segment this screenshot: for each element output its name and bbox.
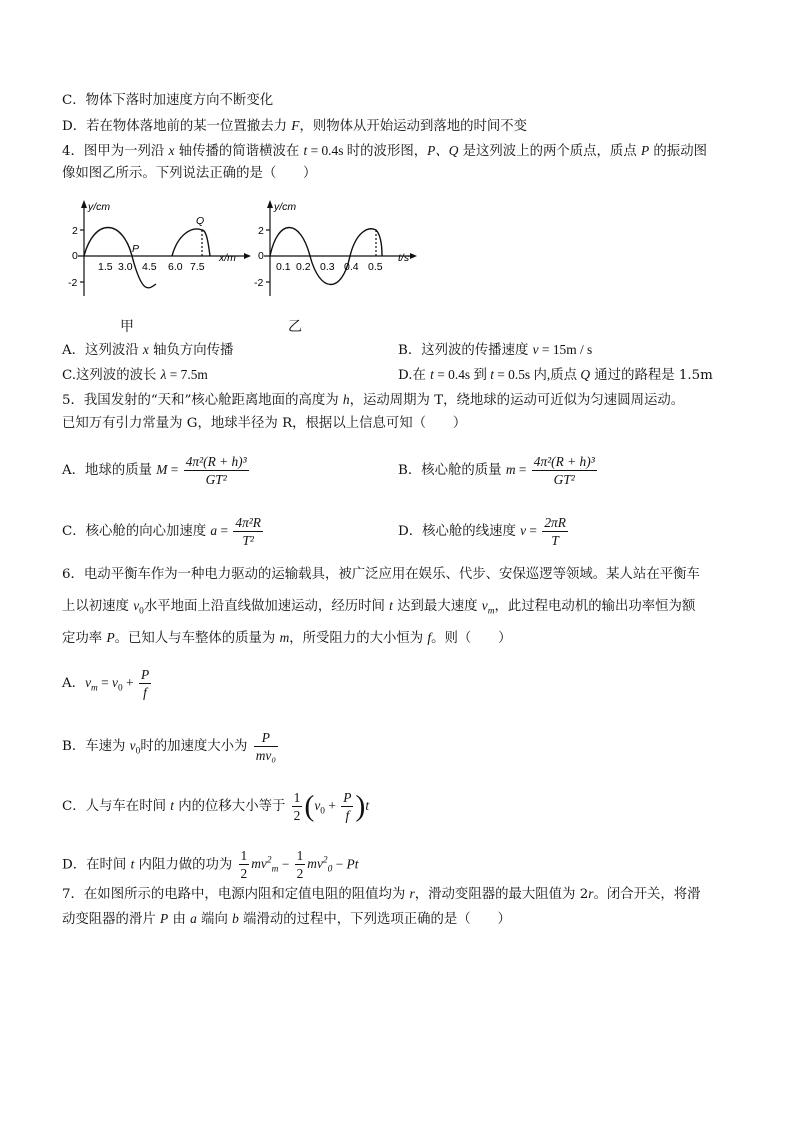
q4-option-c: C.这列波的波长 λ = 7.5m: [62, 367, 208, 383]
x-tick-4: 6.0: [168, 261, 183, 273]
q4-option-d: D.在 t = 0.4s 到 t = 0.5s 内,质点 Q 通过的路程是 1.5m: [398, 367, 713, 383]
y-tick-2: 2: [258, 225, 264, 237]
q5-stem-line1: 5．我国发射的“天和”核心舱距离地面的高度为 h，运动周期为 T，绕地球的运动可近似为匀速圆周运动。: [62, 392, 685, 408]
xlabel: x/m: [219, 252, 236, 264]
q4-stem-line1: 4．图甲为一列沿 x 轴传播的简谐横波在 t = 0.4s 时的波形图，P、Q 是这列波上的两个质点，质点 P 的振动图: [62, 143, 707, 159]
q6-stem-line1: 6．电动平衡车作为一种电力驱动的运输载具，被广泛应用在娱乐、代步、安保巡逻等领域。某人站在平衡车: [62, 567, 700, 582]
x-tick-5: 7.5: [190, 261, 205, 273]
q6-option-d: D．在时间 t 内阻力做的功为 $\frac{1}{2}$ $mv^2_m$ − $\frac{1}{2}$ $mv^2_0 - Pt$: [62, 848, 359, 882]
q4-option-b: B．这列波的传播速度 v = 15m / s: [398, 342, 593, 358]
q6-option-b: B．车速为 $v_0$时的加速度大小为 $\frac{P}{\text{mv₀}}$: [62, 730, 276, 763]
q3-option-d: D．若在物体落地前的某一位置撤去力 F，则物体从开始运动到落地的时间不变: [62, 118, 528, 134]
y-axis-arrow: [267, 200, 273, 208]
q6-stem-line2: 上以初速度 $v_0$水平地面上沿直线做加速运动，经历时间 t 达到最大速度 $v_m$，此过程电动机的输出功率恒为额: [62, 598, 696, 617]
q4-stem-line2: 像如图乙所示。下列说法正确的是（ ）: [62, 166, 317, 181]
caption-yi: 乙: [288, 319, 302, 335]
t-tick-1: 0.1: [276, 261, 291, 273]
x-tick-1: 1.5: [98, 261, 113, 273]
t-tick-5: 0.5: [368, 261, 383, 273]
q6-option-a: A．$v_m = v_0$ + $\frac{P}{f}$: [62, 667, 150, 700]
q5-option-b: B．核心舱的质量 m = $\frac{\text{4π²(R + h)³}}{\text{GT²}}$: [398, 454, 595, 487]
q7-stem-line2: 动变阻器的滑片 P 由 a 端向 b 端滑动的过程中，下列选项正确的是（ ）: [62, 911, 511, 927]
y-tick-0: 0: [72, 250, 78, 262]
label-q: Q: [196, 215, 205, 227]
label-p: P: [132, 243, 140, 255]
q7-stem-line1: 7．在如图所示的电路中，电源内阻和定值电阻的阻值均为 r，滑动变阻器的最大阻值为 2r。闭合开关，将滑: [62, 886, 701, 902]
q5-option-a: A．地球的质量 M = $\frac{\text{4π²(R + h)³}}{\text{GT²}}$: [62, 454, 247, 487]
q6-option-c: C．人与车在时间 t 内的位移大小等于 $\frac{1}{2}$ ($v_0$ + $\frac{P}{f}$ )t: [62, 789, 370, 823]
q5-stem-line2: 已知万有引力常量为 G，地球半径为 R，根据以上信息可知（ ）: [62, 416, 467, 431]
wave-graph-jia: [64, 196, 254, 300]
y-tick-neg2: -2: [254, 277, 264, 289]
y-axis-arrow: [81, 200, 87, 208]
xlabel: t/s: [398, 252, 410, 264]
t-tick-2: 0.2: [296, 261, 311, 273]
q5-option-c: C．核心舱的向心加速度 a = $\frac{\text{4π²R}}{\text{T²}}$: [62, 515, 261, 548]
x-tick-2: 3.0: [118, 261, 133, 273]
vibration-graph-yi: [250, 196, 430, 300]
y-tick-2: 2: [72, 225, 78, 237]
q6-stem-line3: 定功率 P。已知人与车整体的质量为 m，所受阻力的大小恒为 f。则（ ）: [62, 630, 512, 646]
t-tick-4: 0.4: [344, 261, 359, 273]
q3-option-c: C．物体下落时加速度方向不断变化: [62, 93, 274, 108]
t-tick-3: 0.3: [320, 261, 335, 273]
wave-curve-1: [84, 228, 156, 288]
y-tick-0: 0: [258, 250, 264, 262]
x-tick-3: 4.5: [142, 261, 157, 273]
ylabel: y/cm: [88, 201, 111, 213]
y-tick-neg2: -2: [68, 277, 78, 289]
q4-option-a: A．这列波沿 x 轴负方向传播: [62, 342, 234, 358]
q5-option-d: D．核心舱的线速度 v = $\frac{2\pi R}{T}$: [398, 515, 566, 548]
ylabel: y/cm: [274, 201, 297, 213]
caption-jia: 甲: [120, 319, 134, 335]
wave-curve-2: [172, 229, 210, 256]
t-axis-arrow: [410, 253, 417, 259]
